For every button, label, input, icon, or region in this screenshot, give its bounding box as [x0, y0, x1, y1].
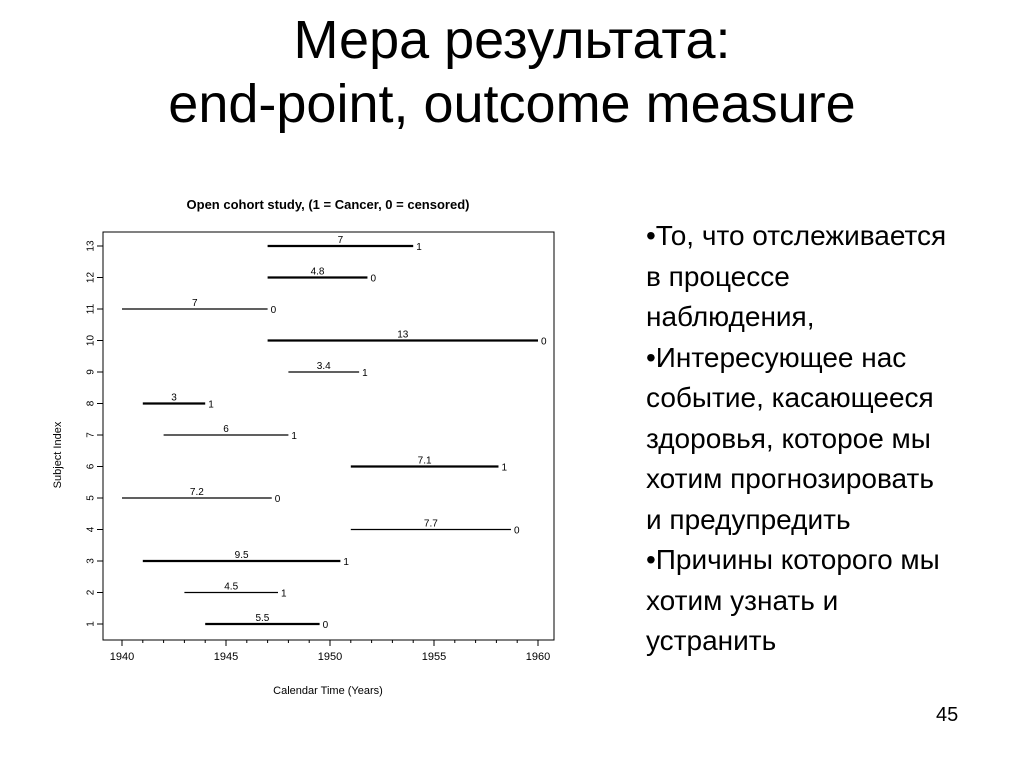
status-label-subject-8: 1: [208, 399, 214, 411]
y-tick-label: 10: [85, 334, 97, 347]
x-tick-label: 1960: [525, 651, 551, 663]
status-label-subject-2: 1: [281, 588, 287, 600]
status-label-subject-13: 1: [416, 242, 422, 253]
status-label-subject-3: 1: [343, 557, 349, 568]
y-tick-label: 12: [85, 271, 97, 284]
y-tick-label: 13: [85, 240, 97, 252]
chart-title: Open cohort study, (1 = Cancer, 0 = censored): [186, 197, 470, 212]
x-axis: [110, 640, 550, 663]
bullet-1-line-2: в процессе: [646, 260, 790, 292]
duration-label-subject-8: 3: [171, 392, 177, 404]
status-label-subject-10: 0: [541, 336, 547, 348]
status-label-subject-7: 1: [291, 431, 297, 442]
bullet-3-line-1: •Причины которого мы: [646, 544, 940, 575]
duration-label-subject-1: 5.5: [255, 613, 270, 624]
duration-label-subject-12: 4.8: [310, 266, 325, 278]
page-number: 45: [936, 704, 959, 726]
bullet-list: [646, 216, 1022, 662]
y-tick-label: 5: [85, 495, 97, 501]
duration-label-subject-5: 7.2: [189, 487, 204, 498]
y-tick-label: 7: [85, 432, 97, 438]
duration-label-subject-7: 6: [223, 424, 229, 435]
duration-label-subject-3: 9.5: [234, 550, 249, 561]
y-axis-label: Subject Index: [52, 421, 64, 489]
bullet-2-line-5: и предупредить: [646, 503, 851, 535]
y-axis: [86, 240, 104, 627]
status-label-subject-12: 0: [370, 273, 377, 285]
plot-frame: [103, 232, 554, 640]
slide-title-line-2: end-point, outcome measure: [168, 74, 856, 134]
duration-label-subject-2: 4.5: [224, 581, 239, 593]
duration-label-subject-4: 7.7: [423, 518, 438, 530]
status-label-subject-1: 0: [322, 620, 329, 631]
slide-title-line-1: Мера результата:: [293, 10, 731, 70]
y-tick-label: 9: [85, 369, 97, 375]
y-tick-label: 4: [85, 526, 97, 533]
bullet-2-line-1: •Интересующее нас: [646, 341, 907, 373]
duration-label-subject-9: 3.4: [316, 361, 331, 372]
bullet-3-line-2: хотим узнать и: [646, 584, 839, 616]
status-label-subject-4: 0: [513, 525, 520, 537]
x-tick-label: 1955: [421, 651, 447, 663]
status-label-subject-5: 0: [274, 494, 281, 505]
x-tick-label: 1945: [213, 651, 239, 663]
bullet-2-line-3: здоровья, которое мы: [646, 422, 931, 454]
duration-label-subject-13: 7: [337, 235, 344, 246]
cohort-chart: [40, 180, 580, 710]
slide-title: [0, 8, 1024, 136]
x-axis-label: Calendar Time (Years): [273, 685, 383, 697]
duration-label-subject-11: 7: [192, 298, 198, 309]
y-tick-label: 3: [85, 558, 97, 564]
y-tick-label: 8: [85, 400, 97, 407]
y-tick-label: 2: [85, 589, 97, 596]
bullet-3-line-3: устранить: [646, 625, 777, 656]
bullet-1-line-1: •То, что отслеживается: [646, 220, 947, 251]
y-tick-label: 11: [85, 303, 97, 315]
bullet-1-line-3: наблюдения,: [646, 301, 815, 332]
y-tick-label: 6: [85, 463, 97, 470]
status-label-subject-9: 1: [362, 368, 368, 379]
y-tick-label: 1: [85, 621, 97, 627]
bullet-2-line-2: событие, касающееся: [646, 382, 934, 413]
x-tick-label: 1950: [317, 651, 343, 663]
x-tick-label: 1940: [109, 651, 135, 663]
subject-segments: [122, 235, 547, 631]
status-label-subject-11: 0: [270, 305, 277, 316]
bullet-2-line-4: хотим прогнозировать: [646, 463, 934, 494]
duration-label-subject-10: 13: [397, 329, 409, 341]
duration-label-subject-6: 7.1: [417, 455, 432, 467]
status-label-subject-6: 1: [501, 462, 508, 474]
